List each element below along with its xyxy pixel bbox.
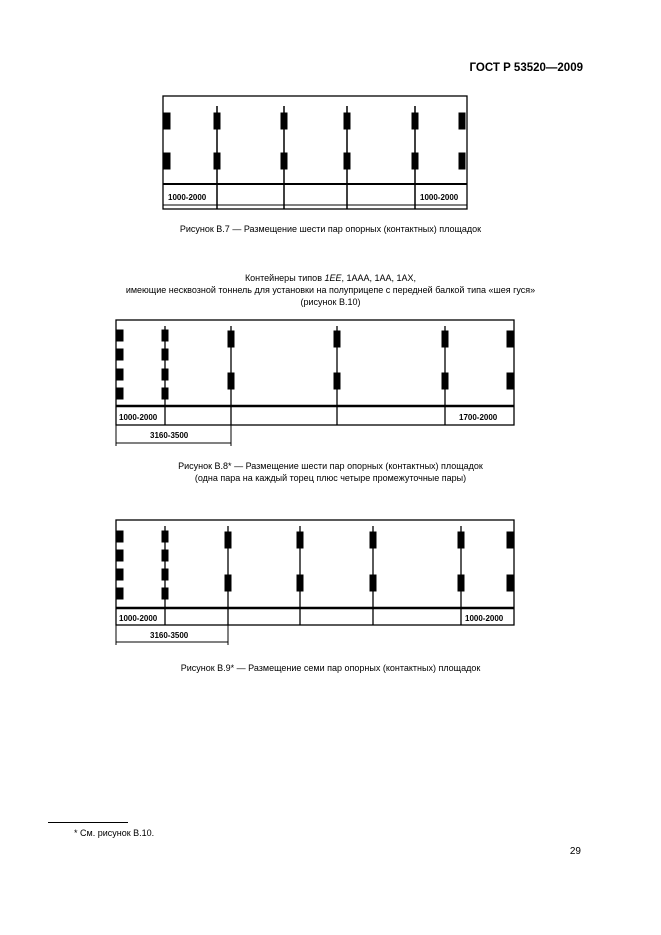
figure-b7-caption: Рисунок В.7 — Размещение шести пар опорных (контактных) площадок xyxy=(179,224,482,234)
dimension-label: 1000-2000 xyxy=(168,193,207,202)
dimension-label: 3160-3500 xyxy=(150,431,189,440)
dimension-label: 1000-2000 xyxy=(119,614,158,623)
dimension-label: 1000-2000 xyxy=(119,413,158,422)
dimension-label: 1700-2000 xyxy=(459,413,498,422)
page-number: 29 xyxy=(569,846,581,857)
figure-b8-intro: Контейнеры типов 1ЕЕ, 1ААА, 1АА, 1АХ, имеющие несквозной тоннель для установки на полуприцепе с передней балкой типа «шея гуся» (рисунок В.10) xyxy=(125,273,536,307)
figure-b8-caption: Рисунок В.8* — Размещение шести пар опорных (контактных) площадок (одна пара на каждый торец плюс четыре промежуточные пары) xyxy=(178,461,483,483)
dimension-label: 1000-2000 xyxy=(465,614,504,623)
dimension-label: 3160-3500 xyxy=(150,631,189,640)
footnote-divider xyxy=(48,822,128,823)
standard-number: ГОСТ Р 53520—2009 xyxy=(469,62,583,74)
footnote: * См. рисунок В.10. xyxy=(74,828,155,838)
dimension-label: 1000-2000 xyxy=(420,193,459,202)
figure-b9-caption: Рисунок В.9* — Размещение семи пар опорных (контактных) площадок xyxy=(180,663,481,673)
